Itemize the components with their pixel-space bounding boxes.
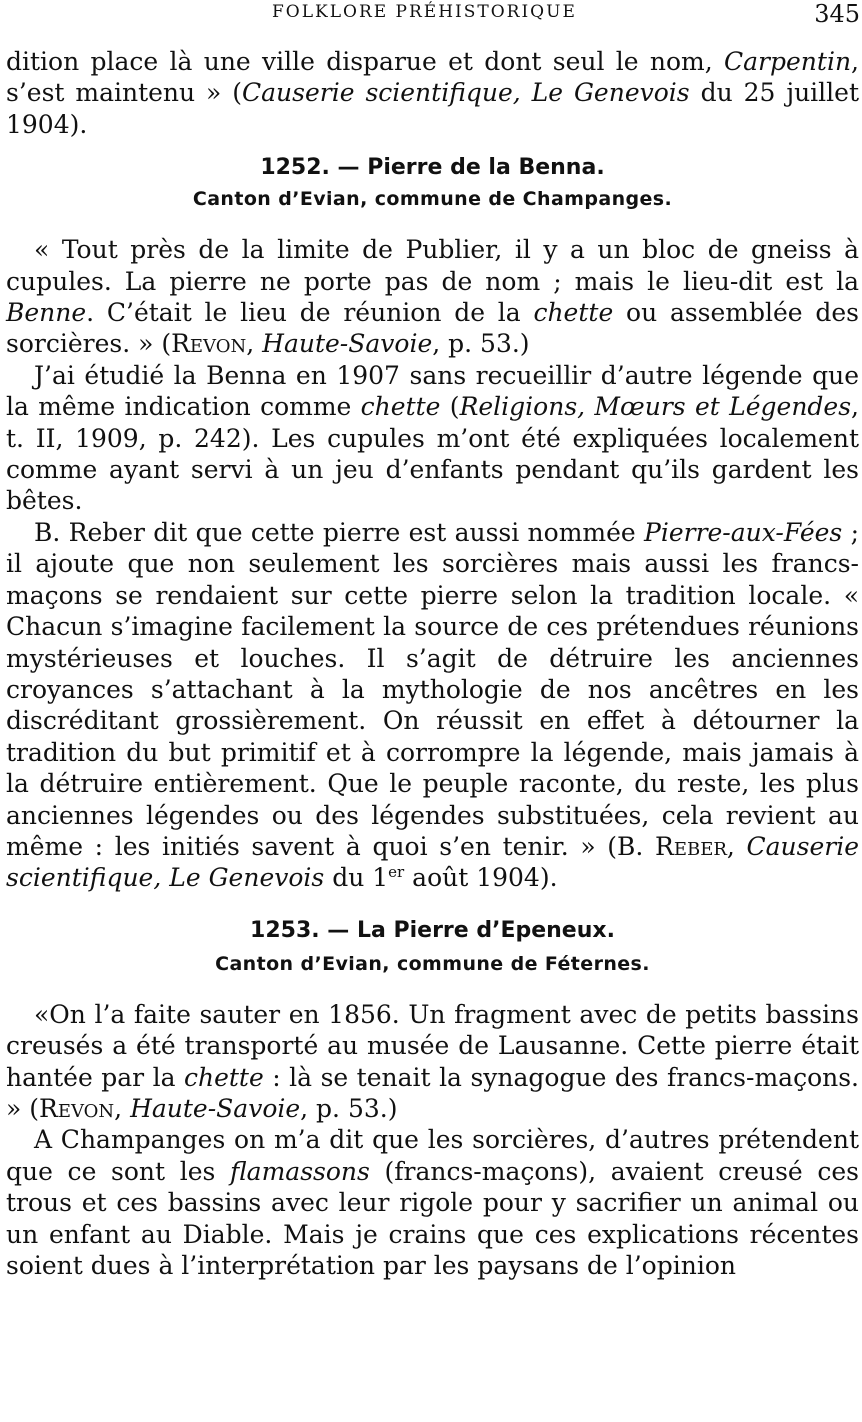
page-header xyxy=(0,2,862,26)
running-title: FOLKLORE PRÉHISTORIQUE xyxy=(272,2,577,22)
entry-1253-paragraph-2: A Champanges on m’a dit que les sorcières, d’autres prétendent que ce sont les flamassons (francs-maçons), avaient creusé ces trous et ces bassins avec leur rigole pour y sacrifier un animal ou un enfant au Diable. Mais je crains que ces explications récentes soient dues à l’interprétation par les paysans de l’opinion xyxy=(6,1125,859,1280)
entry-1253-paragraph-1: «On l’a faite sauter en 1856. Un fragment avec de petits bassins creusés a été transporté au musée de Lausanne. Cette pierre était hantée par la chette : là se tenait la synagogue des francs-maçons. » (Revon, Haute-Savoie, p. 53.) xyxy=(6,999,860,1123)
entry-1253-heading: 1253. — La Pierre d’Epeneux. xyxy=(250,917,615,943)
page-number: 345 xyxy=(814,0,860,28)
entry-1253-location: Canton d’Evian, commune de Féternes. xyxy=(215,952,650,975)
page-body xyxy=(6,46,859,1281)
intro-paragraph: dition place là une ville disparue et dont seul le nom, Carpentin, s’est maintenu » (Causerie scientifique, Le Genevois du 25 juillet 1904). xyxy=(6,47,860,139)
entry-1252-location: Canton d’Evian, commune de Champanges. xyxy=(192,188,673,211)
entry-1252-heading: 1252. — Pierre de la Benna. xyxy=(260,155,605,181)
entry-1252-paragraph-2: J’ai étudié la Benna en 1907 sans recueillir d’autre légende que la même indication comme chette (Religions, Mœurs et Légendes, t. II, 1909, p. 242). Les cupules m’ont été expliquées localement comme ayant servi à un jeu d’enfants pendant qu’ils gardent les bêtes. xyxy=(6,360,859,516)
entry-1252-paragraph-1: « Tout près de la limite de Publier, il y a un bloc de gneiss à cupules. La pierre ne porte pas de nom ; mais le lieu-dit est la Benne. C’était le lieu de réunion de la chette ou assemblée des sorcières. » (Revon, Haute-Savoie, p. 53.) xyxy=(6,235,860,359)
entry-1252-paragraph-3: B. Reber dit que cette pierre est aussi nommée Pierre-aux-Fées ; il ajoute que non seulement les sorcières mais aussi les francs-maçons se rendaient sur cette pierre selon la tradition locale. « Chacun s’imagine facilement la source de ces prétendues réunions mystérieuses et louches. Il s’agit de détruire les anciennes croyances s’attachant à la mythologie de nos ancêtres en les discréditant grossièrement. On réussit en effet à détourner la tradition du but primitif et à corrompre la légende, mais jamais à la détruire entièrement. Que le peuple raconte, du reste, les plus anciennes légendes ou des légendes substituées, cela revient au même : les initiés savent à quoi s’en tenir. » (B. Reber, Causerie scientifique, Le Genevois du 1er août 1904). xyxy=(6,517,860,893)
